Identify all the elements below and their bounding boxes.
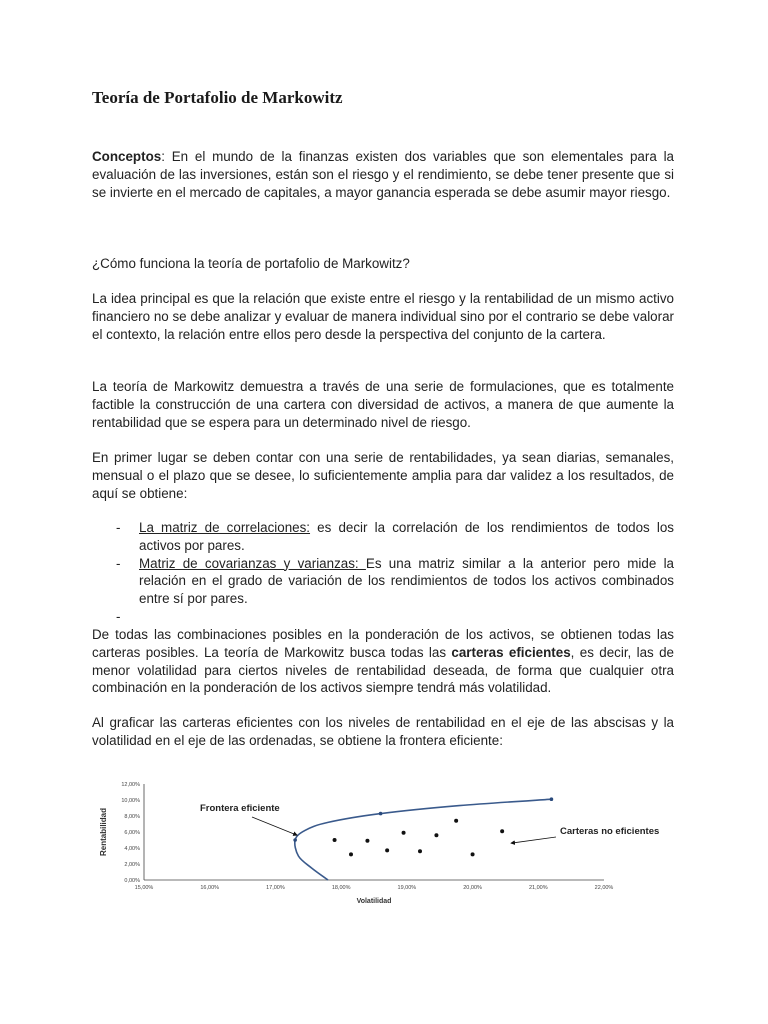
efficient-frontier-chart bbox=[92, 772, 660, 912]
list-item-text: es decir la correlación de los rendimientos de todos los activos por pares. bbox=[139, 520, 674, 553]
matrix-list bbox=[92, 519, 674, 626]
y-tick-label: 4,00% bbox=[124, 846, 140, 852]
document-title: Teoría de Portafolio de Markowitz bbox=[92, 88, 343, 107]
frontier-marker bbox=[550, 797, 554, 801]
list-item bbox=[92, 519, 674, 555]
frontier-marker bbox=[379, 812, 383, 816]
x-tick-label: 18,00% bbox=[331, 885, 351, 891]
y-tick-label: 2,00% bbox=[124, 862, 140, 868]
inefficient-portfolio-point bbox=[385, 848, 389, 852]
inefficient-arrow bbox=[511, 837, 556, 843]
y-tick-label: 6,00% bbox=[124, 830, 140, 836]
list-bullet: - bbox=[116, 608, 121, 624]
inefficient-annotation: Carteras no eficientes bbox=[560, 826, 660, 837]
x-tick-label: 19,00% bbox=[397, 885, 417, 891]
list-item-term: Matriz de covarianzas y varianzas: bbox=[139, 555, 366, 571]
x-tick-label: 20,00% bbox=[463, 885, 482, 891]
concepts-text: : En el mundo de la finanzas existen dos variables que son elementales para la evaluación de las inversiones, están son el riesgo y el rendimiento, se debe tener presente que si se invierte en el mercado de capitales, a mayor ganancia esperada se debe asumir mayor riesgo. bbox=[92, 149, 674, 200]
list-bullet: - bbox=[116, 555, 121, 571]
x-axis-label: Volatilidad bbox=[356, 898, 392, 905]
x-tick-label: 17,00% bbox=[266, 885, 285, 891]
list-bullet: - bbox=[116, 520, 121, 535]
y-tick-label: 10,00% bbox=[121, 798, 140, 804]
paragraph-4-bold: carteras eficientes bbox=[451, 644, 571, 660]
inefficient-portfolio-point bbox=[454, 819, 458, 823]
list-item bbox=[92, 608, 674, 626]
x-tick-label: 16,00% bbox=[200, 885, 220, 891]
x-tick-label: 22,00% bbox=[594, 885, 614, 891]
question-paragraph: ¿Cómo funciona la teoría de portafolio de Markowitz? bbox=[92, 256, 410, 271]
inefficient-portfolio-point bbox=[418, 849, 422, 853]
paragraph-1: La idea principal es que la relación que existe entre el riesgo y la rentabilidad de un mismo activo financiero no se debe analizar y evaluar de manera individual sino por el contrario se debe valorar el contexto, la relación entre ellos pero desde la perspectiva del conjunto de la cartera. bbox=[92, 291, 674, 342]
concepts-label: Conceptos bbox=[92, 149, 162, 164]
paragraph-2: La teoría de Markowitz demuestra a través de una serie de formulaciones, que es totalmente factible la construcción de una cartera con diversidad de activos, a manera de que aumente la rentabilidad que se espera para un determinado nivel de riesgo. bbox=[92, 379, 674, 430]
y-tick-label: 0,00% bbox=[124, 878, 140, 884]
inefficient-portfolio-point bbox=[365, 839, 369, 843]
y-tick-label: 8,00% bbox=[124, 814, 140, 820]
paragraph-5: Al graficar las carteras eficientes con los niveles de rentabilidad en el eje de las abscisas y la volatilidad en el eje de las ordenadas, se obtiene la frontera eficiente: bbox=[92, 715, 674, 748]
x-tick-label: 21,00% bbox=[528, 885, 548, 891]
paragraph-4-after: , es decir, las de menor volatilidad para ciertos niveles de rentabilidad deseada, de forma que cualquier otra combinación en la ponderación de los activos siempre tendrá más volatilidad. bbox=[92, 644, 675, 696]
paragraph-4 bbox=[92, 626, 674, 697]
paragraph-3: En primer lugar se deben contar con una serie de rentabilidades, ya sean diarias, semanales, mensual o el plazo que se desee, lo suficientemente amplia para dar validez a los resultados, de aquí se obtiene: bbox=[92, 450, 674, 501]
frontier-arrow bbox=[252, 817, 297, 835]
inefficient-portfolio-point bbox=[500, 829, 504, 833]
inefficient-portfolio-point bbox=[471, 852, 475, 856]
inefficient-portfolio-point bbox=[333, 838, 337, 842]
list-item-text: Es una matriz similar a la anterior pero mide la relación en el grado de variación de los rendimientos de todos los activos combinados entre sí por pares. bbox=[139, 555, 675, 607]
inefficient-portfolio-point bbox=[349, 852, 353, 856]
x-tick-label: 15,00% bbox=[134, 885, 154, 891]
concepts-paragraph bbox=[92, 148, 674, 201]
frontier-marker bbox=[293, 838, 297, 842]
list-item-term: La matriz de correlaciones: bbox=[139, 520, 311, 535]
y-axis-label: Rentabilidad bbox=[99, 807, 108, 857]
inefficient-portfolio-point bbox=[434, 833, 438, 837]
y-tick-label: 12,00% bbox=[121, 782, 140, 788]
list-item bbox=[92, 555, 674, 608]
inefficient-portfolio-point bbox=[402, 831, 406, 835]
frontier-annotation: Frontera eficiente bbox=[200, 803, 280, 814]
paragraph-4-before: De todas las combinaciones posibles en la ponderación de los activos, se obtienen todas las carteras posibles. La teoría de Markowitz busca todas las bbox=[92, 627, 674, 660]
